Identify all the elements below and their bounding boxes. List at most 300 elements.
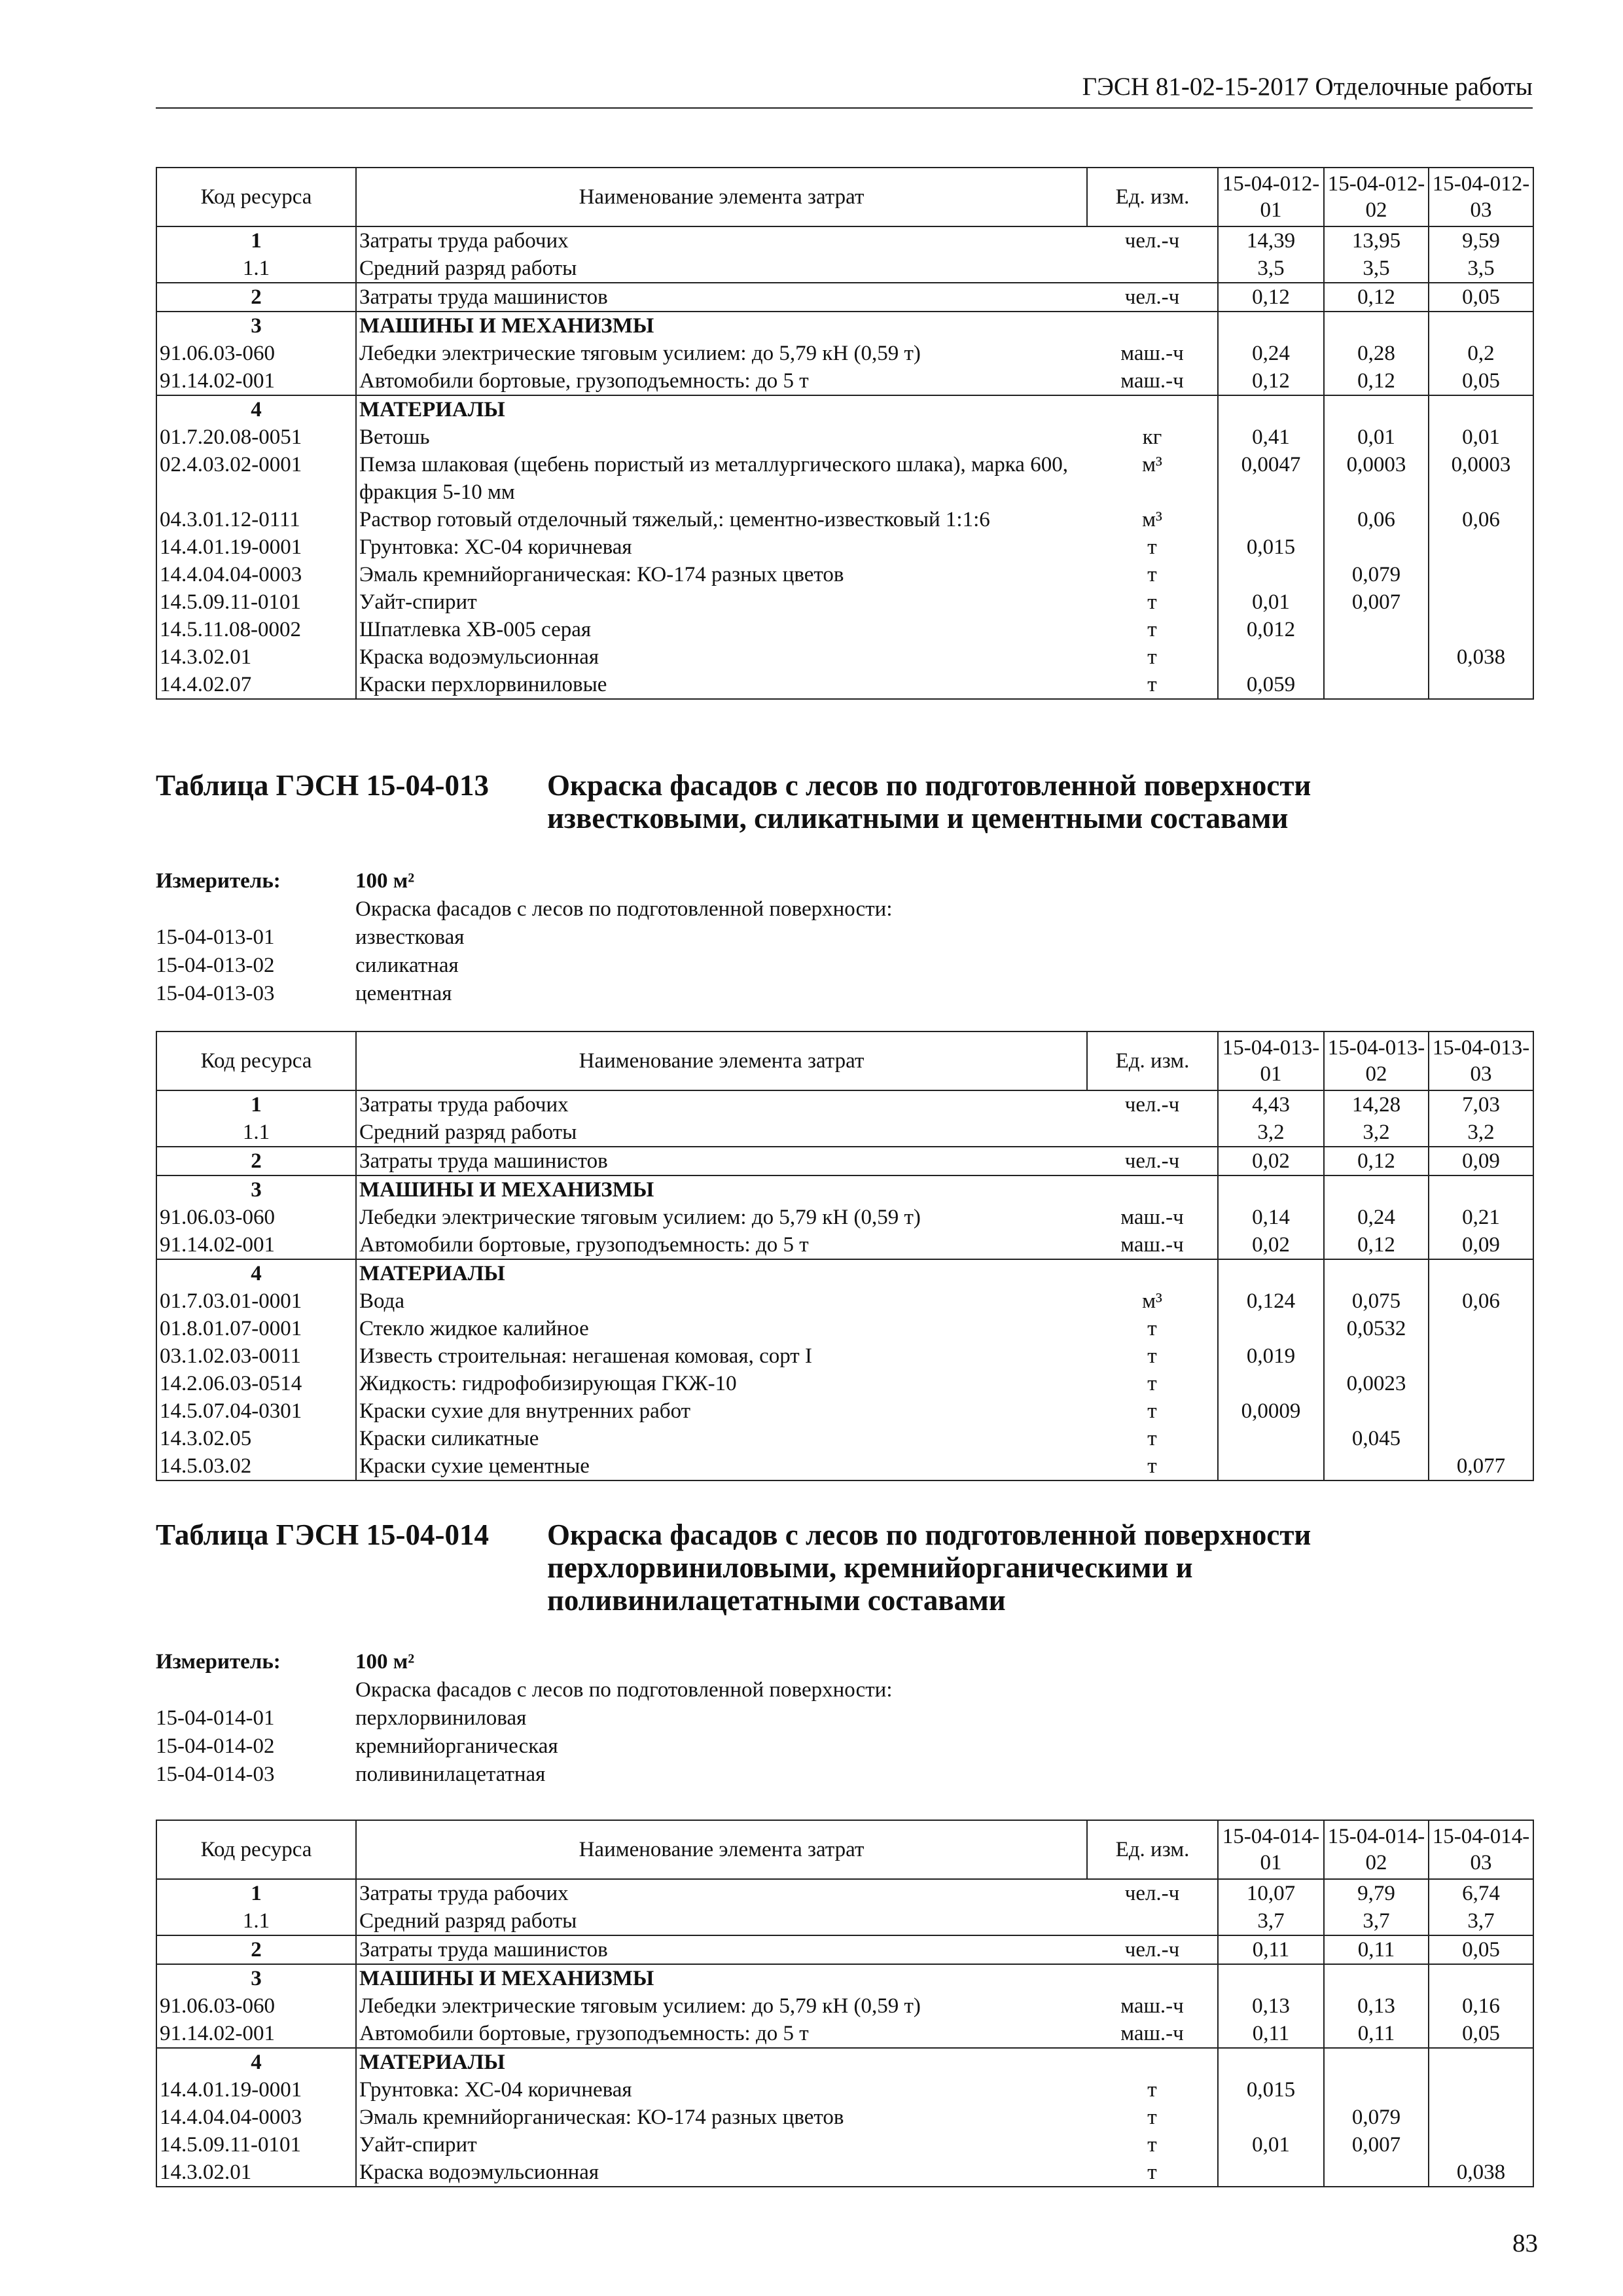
table-row (156, 1287, 1533, 1315)
cell-name: Затраты труда машинистов (356, 283, 1087, 312)
cell-name: Средний разряд работы (356, 1907, 1087, 1935)
cell-value (1324, 671, 1429, 699)
cell-code: 3 (156, 1175, 356, 1204)
variant-text: кремнийорганическая (355, 1734, 558, 1758)
cell-unit: чел.-ч (1087, 226, 1218, 255)
cell-value: 0,01 (1324, 423, 1429, 451)
cell-value: 3,2 (1324, 1119, 1429, 1147)
cell-value (1218, 561, 1324, 588)
cell-value: 3,7 (1218, 1907, 1324, 1935)
cell-value: 3,7 (1429, 1907, 1533, 1935)
cell-value: 0,075 (1324, 1287, 1429, 1315)
cell-value: 0,01 (1218, 588, 1324, 616)
cell-value: 10,07 (1218, 1879, 1324, 1907)
cell-code: 1 (156, 1879, 356, 1907)
cell-name: Известь строительная: негашеная комовая, сорт I (356, 1342, 1087, 1370)
cell-value: 0,01 (1429, 423, 1533, 451)
variant-text: перхлорвиниловая (355, 1706, 527, 1730)
resource-table-012 (156, 167, 1534, 700)
cell-value: 0,0047 (1218, 451, 1324, 506)
meter-label-014: Измеритель: (156, 1650, 281, 1674)
cell-value (1429, 1315, 1533, 1342)
table-row (156, 1370, 1533, 1397)
cell-value (1429, 1964, 1533, 1992)
table-title-013: Окраска фасадов с лесов по подготовленной поверхности известковыми, силикатными и цементными составами (547, 769, 1311, 834)
cell-code: 14.5.09.11-0101 (156, 588, 356, 616)
table-row (156, 1992, 1533, 2020)
cell-name: Краски силикатные (356, 1425, 1087, 1452)
cell-value: 0,02 (1218, 1147, 1324, 1175)
cell-value: 14,39 (1218, 226, 1324, 255)
cell-value (1429, 1370, 1533, 1397)
cell-value (1429, 2076, 1533, 2104)
cell-value: 3,2 (1429, 1119, 1533, 1147)
cell-value: 0,0003 (1429, 451, 1533, 506)
cell-code: 14.5.11.08-0002 (156, 616, 356, 643)
cell-value: 0,015 (1218, 2076, 1324, 2104)
table-row (156, 2020, 1533, 2048)
cell-value: 0,01 (1218, 2131, 1324, 2159)
cell-unit: м³ (1142, 508, 1162, 531)
table-row (156, 533, 1533, 561)
table-row (156, 1342, 1533, 1370)
cell-value: 0,41 (1218, 423, 1324, 451)
table-row (156, 1147, 1533, 1175)
cell-value: 0,24 (1218, 340, 1324, 367)
cell-name: Пемза шлаковая (щебень пористый из металлургического шлака), марка 600, фракция 5-10 мм (356, 451, 1087, 506)
cell-value: 0,06 (1429, 1287, 1533, 1315)
cell-value (1429, 561, 1533, 588)
col-header-norm-1: 15-04-014-01 (1218, 1820, 1324, 1879)
cell-value (1429, 616, 1533, 643)
table-row (156, 226, 1533, 255)
cell-name: Краски сухие цементные (356, 1452, 1087, 1480)
cell-value: 0,11 (1218, 1935, 1324, 1964)
col-header-code: Код ресурса (156, 1820, 356, 1879)
cell-value: 0,12 (1324, 367, 1429, 395)
cell-name: Краски сухие для внутренних работ (356, 1397, 1087, 1425)
cell-value: 0,11 (1324, 2020, 1429, 2048)
col-header-unit: Ед. изм. (1087, 168, 1218, 226)
cell-value: 0,045 (1324, 1425, 1429, 1452)
cell-name: Лебедки электрические тяговым усилием: до 5,79 кН (0,59 т) (356, 340, 1087, 367)
cell-unit (1087, 312, 1218, 340)
cell-name: Средний разряд работы (356, 255, 1087, 283)
col-header-norm-1: 15-04-013-01 (1218, 1031, 1324, 1090)
cell-code: 02.4.03.02-0001 (156, 451, 356, 506)
cell-code: 14.4.01.19-0001 (156, 533, 356, 561)
resource-table-013 (156, 1031, 1534, 1481)
cell-value: 0,11 (1324, 1935, 1429, 1964)
cell-value: 0,079 (1324, 2104, 1429, 2131)
cell-code: 4 (156, 395, 356, 423)
cell-unit (1087, 255, 1218, 283)
cell-unit: т (1147, 590, 1157, 614)
table-row (156, 1397, 1533, 1425)
cell-unit: чел.-ч (1087, 1147, 1218, 1175)
table-row (156, 283, 1533, 312)
cell-value: 0,05 (1429, 2020, 1533, 2048)
variant-code: 15-04-013-02 (156, 954, 275, 977)
cell-value (1324, 616, 1429, 643)
cell-value (1218, 1370, 1324, 1397)
cell-code: 14.4.01.19-0001 (156, 2076, 356, 2104)
cell-value: 0,14 (1218, 1204, 1324, 1231)
cell-name: Краски перхлорвиниловые (356, 671, 1087, 699)
cell-value (1324, 2048, 1429, 2076)
cell-value (1429, 1342, 1533, 1370)
cell-unit: м³ (1142, 453, 1162, 476)
cell-value: 6,74 (1429, 1879, 1533, 1907)
cell-name: Лебедки электрические тяговым усилием: до 5,79 кН (0,59 т) (356, 1992, 1087, 2020)
cell-code: 14.5.09.11-0101 (156, 2131, 356, 2159)
cell-code: 2 (156, 1147, 356, 1175)
cell-value: 0,038 (1429, 2159, 1533, 2187)
cell-unit: т (1147, 1427, 1157, 1450)
table-row (156, 2076, 1533, 2104)
variant-code: 15-04-013-03 (156, 982, 275, 1005)
cell-name: Затраты труда машинистов (356, 1147, 1087, 1175)
cell-code: 1.1 (156, 1907, 356, 1935)
cell-value (1324, 2159, 1429, 2187)
col-header-name: Наименование элемента затрат (356, 1820, 1087, 1879)
table-row (156, 1204, 1533, 1231)
cell-name: Автомобили бортовые, грузоподъемность: до 5 т (356, 1231, 1087, 1259)
cell-value (1324, 1964, 1429, 1992)
cell-name: Средний разряд работы (356, 1119, 1087, 1147)
cell-value: 7,03 (1429, 1090, 1533, 1119)
cell-value: 0,05 (1429, 1935, 1533, 1964)
cell-value: 0,0003 (1324, 451, 1429, 506)
col-header-unit: Ед. изм. (1087, 1031, 1218, 1090)
cell-value (1429, 312, 1533, 340)
meter-value-013: 100 м² (355, 869, 415, 893)
variant-code: 15-04-014-03 (156, 1763, 275, 1786)
cell-value: 4,43 (1218, 1090, 1324, 1119)
cell-value: 0,12 (1324, 283, 1429, 312)
cell-code: 01.7.20.08-0051 (156, 423, 356, 451)
variant-text: силикатная (355, 954, 459, 977)
cell-value (1429, 1425, 1533, 1452)
variant-code: 15-04-013-01 (156, 925, 275, 949)
cell-code: 4 (156, 2048, 356, 2076)
cell-unit: маш.-ч (1120, 2022, 1184, 2045)
cell-value (1429, 533, 1533, 561)
cell-name: Затраты труда рабочих (356, 1090, 1087, 1119)
meter-intro-013: Окраска фасадов с лесов по подготовленной поверхности: (355, 897, 893, 921)
table-row (156, 312, 1533, 340)
cell-unit: т (1147, 563, 1157, 586)
cell-value: 9,79 (1324, 1879, 1429, 1907)
cell-name: Раствор готовый отделочный тяжелый,: цементно-известковый 1:1:6 (356, 506, 1087, 533)
cell-unit (1087, 1907, 1218, 1935)
cell-unit: т (1147, 1372, 1157, 1395)
meter-intro-014: Окраска фасадов с лесов по подготовленной поверхности: (355, 1678, 893, 1702)
cell-value: 0,12 (1218, 283, 1324, 312)
col-header-norm-1: 15-04-012-01 (1218, 168, 1324, 226)
cell-name: МАШИНЫ И МЕХАНИЗМЫ (356, 1175, 1087, 1204)
cell-value: 0,13 (1218, 1992, 1324, 2020)
cell-value: 3,5 (1429, 255, 1533, 283)
cell-value (1324, 1342, 1429, 1370)
cell-value: 0,12 (1324, 1231, 1429, 1259)
cell-value: 0,007 (1324, 588, 1429, 616)
table-row (156, 2131, 1533, 2159)
cell-name: МАТЕРИАЛЫ (356, 2048, 1087, 2076)
meter-label-013: Измеритель: (156, 869, 281, 893)
cell-name: Ветошь (356, 423, 1087, 451)
cell-unit: т (1147, 645, 1157, 669)
table-row (156, 395, 1533, 423)
cell-value: 3,5 (1218, 255, 1324, 283)
cell-unit: чел.-ч (1087, 1090, 1218, 1119)
col-header-norm-2: 15-04-012-02 (1324, 168, 1429, 226)
cell-code: 01.8.01.07-0001 (156, 1315, 356, 1342)
cell-unit: т (1147, 1399, 1157, 1423)
cell-code: 03.1.02.03-0011 (156, 1342, 356, 1370)
cell-name: МАШИНЫ И МЕХАНИЗМЫ (356, 1964, 1087, 1992)
cell-unit: т (1147, 2133, 1157, 2157)
cell-name: Эмаль кремнийорганическая: КО-174 разных цветов (356, 2104, 1087, 2131)
cell-value (1218, 1259, 1324, 1287)
cell-value (1218, 2159, 1324, 2187)
cell-code: 3 (156, 1964, 356, 1992)
cell-value (1218, 1315, 1324, 1342)
cell-name: Стекло жидкое калийное (356, 1315, 1087, 1342)
cell-unit: т (1147, 1317, 1157, 1340)
cell-unit: маш.-ч (1120, 1206, 1184, 1229)
cell-name: МАТЕРИАЛЫ (356, 395, 1087, 423)
cell-value: 0,05 (1429, 367, 1533, 395)
col-header-code: Код ресурса (156, 1031, 356, 1090)
col-header-name: Наименование элемента затрат (356, 168, 1087, 226)
cell-code: 1 (156, 226, 356, 255)
cell-code: 4 (156, 1259, 356, 1287)
cell-code: 91.14.02-001 (156, 2020, 356, 2048)
cell-unit: м³ (1142, 1289, 1162, 1313)
cell-value: 0,124 (1218, 1287, 1324, 1315)
cell-value (1324, 1452, 1429, 1480)
cell-value: 0,05 (1429, 283, 1533, 312)
cell-value (1324, 1259, 1429, 1287)
cell-unit: чел.-ч (1087, 1935, 1218, 1964)
cell-value: 0,12 (1218, 367, 1324, 395)
table-row (156, 1231, 1533, 1259)
cell-value: 0,02 (1218, 1231, 1324, 1259)
cell-value (1429, 1397, 1533, 1425)
table-label-014: Таблица ГЭСН 15-04-014 (156, 1518, 489, 1551)
cell-value: 9,59 (1429, 226, 1533, 255)
cell-value: 0,059 (1218, 671, 1324, 699)
table-row (156, 1452, 1533, 1480)
cell-code: 3 (156, 312, 356, 340)
cell-code: 14.5.07.04-0301 (156, 1397, 356, 1425)
cell-code: 91.06.03-060 (156, 1992, 356, 2020)
table-row (156, 1175, 1533, 1204)
cell-name: Шпатлевка ХВ-005 серая (356, 616, 1087, 643)
cell-value (1218, 1175, 1324, 1204)
cell-value: 0,06 (1429, 506, 1533, 533)
cell-value (1218, 312, 1324, 340)
cell-value (1324, 533, 1429, 561)
cell-code: 14.2.06.03-0514 (156, 1370, 356, 1397)
cell-value (1429, 1259, 1533, 1287)
col-header-unit: Ед. изм. (1087, 1820, 1218, 1879)
table-row (156, 367, 1533, 395)
cell-value (1218, 506, 1324, 533)
cell-value: 13,95 (1324, 226, 1429, 255)
cell-name: Автомобили бортовые, грузоподъемность: до 5 т (356, 2020, 1087, 2048)
table-row (156, 423, 1533, 451)
cell-code: 14.3.02.01 (156, 643, 356, 671)
cell-value (1429, 671, 1533, 699)
running-header: ГЭСН 81-02-15-2017 Отделочные работы (1082, 73, 1533, 101)
cell-value (1218, 2048, 1324, 2076)
col-header-norm-3: 15-04-012-03 (1429, 168, 1533, 226)
cell-value: 0,015 (1218, 533, 1324, 561)
table-row (156, 671, 1533, 699)
cell-unit (1087, 1964, 1218, 1992)
cell-code: 14.3.02.01 (156, 2159, 356, 2187)
table-row (156, 1315, 1533, 1342)
cell-code: 91.06.03-060 (156, 340, 356, 367)
cell-value: 0,24 (1324, 1204, 1429, 1231)
cell-value: 0,11 (1218, 2020, 1324, 2048)
variant-text: известковая (355, 925, 465, 949)
cell-value (1218, 1452, 1324, 1480)
cell-unit (1087, 1175, 1218, 1204)
cell-value (1324, 643, 1429, 671)
page-number: 83 (1512, 2229, 1538, 2257)
table-row (156, 1879, 1533, 1907)
table-row (156, 1259, 1533, 1287)
table-row (156, 451, 1533, 506)
table-row (156, 1090, 1533, 1119)
cell-value: 0,0532 (1324, 1315, 1429, 1342)
cell-value: 3,7 (1324, 1907, 1429, 1935)
cell-name: Лебедки электрические тяговым усилием: до 5,79 кН (0,59 т) (356, 1204, 1087, 1231)
cell-value: 0,06 (1324, 506, 1429, 533)
cell-code: 14.5.03.02 (156, 1452, 356, 1480)
cell-name: Затраты труда машинистов (356, 1935, 1087, 1964)
cell-name: Грунтовка: ХС-04 коричневая (356, 2076, 1087, 2104)
cell-code: 14.4.02.07 (156, 671, 356, 699)
cell-value (1324, 2076, 1429, 2104)
cell-value (1429, 395, 1533, 423)
col-header-norm-3: 15-04-014-03 (1429, 1820, 1533, 1879)
cell-unit: чел.-ч (1087, 283, 1218, 312)
cell-value: 0,12 (1324, 1147, 1429, 1175)
cell-unit: кг (1142, 425, 1162, 449)
cell-name: Грунтовка: ХС-04 коричневая (356, 533, 1087, 561)
table-row (156, 2048, 1533, 2076)
table-row (156, 2104, 1533, 2131)
cell-name: Эмаль кремнийорганическая: КО-174 разных цветов (356, 561, 1087, 588)
table-row (156, 1907, 1533, 1935)
cell-value: 0,2 (1429, 340, 1533, 367)
cell-value (1324, 312, 1429, 340)
cell-value (1429, 588, 1533, 616)
cell-code: 91.14.02-001 (156, 367, 356, 395)
cell-name: Автомобили бортовые, грузоподъемность: до 5 т (356, 367, 1087, 395)
col-header-norm-2: 15-04-013-02 (1324, 1031, 1429, 1090)
cell-value: 0,019 (1218, 1342, 1324, 1370)
col-header-code: Код ресурса (156, 168, 356, 226)
cell-name: МАШИНЫ И МЕХАНИЗМЫ (356, 312, 1087, 340)
cell-unit (1087, 1119, 1218, 1147)
cell-unit: т (1147, 2106, 1157, 2129)
cell-code: 2 (156, 1935, 356, 1964)
cell-unit: маш.-ч (1120, 342, 1184, 365)
cell-value: 3,5 (1324, 255, 1429, 283)
cell-code: 04.3.01.12-0111 (156, 506, 356, 533)
col-header-name: Наименование элемента затрат (356, 1031, 1087, 1090)
cell-code: 14.3.02.05 (156, 1425, 356, 1452)
cell-name: Уайт-спирит (356, 588, 1087, 616)
cell-code: 1.1 (156, 1119, 356, 1147)
meter-value-014: 100 м² (355, 1650, 415, 1674)
cell-value: 0,012 (1218, 616, 1324, 643)
cell-unit: маш.-ч (1120, 1994, 1184, 2018)
cell-value: 0,007 (1324, 2131, 1429, 2159)
cell-unit (1087, 395, 1218, 423)
cell-unit: т (1147, 1344, 1157, 1368)
cell-unit: т (1087, 2159, 1218, 2187)
resource-table-014 (156, 1820, 1534, 2187)
table-row (156, 506, 1533, 533)
cell-value: 0,0009 (1218, 1397, 1324, 1425)
cell-value (1324, 1175, 1429, 1204)
cell-unit: маш.-ч (1120, 1233, 1184, 1257)
cell-value (1429, 2104, 1533, 2131)
cell-value: 3,2 (1218, 1119, 1324, 1147)
cell-name: Затраты труда рабочих (356, 1879, 1087, 1907)
cell-code: 01.7.03.01-0001 (156, 1287, 356, 1315)
cell-value: 0,038 (1429, 643, 1533, 671)
cell-value (1429, 2048, 1533, 2076)
cell-value (1324, 1397, 1429, 1425)
table-title-014: Окраска фасадов с лесов по подготовленной поверхности перхлорвиниловыми, кремнийорганическими и поливинилацетатными составами (547, 1518, 1311, 1617)
cell-code: 91.14.02-001 (156, 1231, 356, 1259)
table-label-013: Таблица ГЭСН 15-04-013 (156, 769, 489, 802)
cell-value: 14,28 (1324, 1090, 1429, 1119)
table-row (156, 561, 1533, 588)
cell-unit (1087, 2048, 1218, 2076)
variant-code: 15-04-014-02 (156, 1734, 275, 1758)
cell-unit (1087, 1259, 1218, 1287)
cell-value (1218, 1964, 1324, 1992)
table-row (156, 588, 1533, 616)
cell-value (1218, 643, 1324, 671)
cell-unit: чел.-ч (1087, 1879, 1218, 1907)
cell-value (1429, 1175, 1533, 1204)
cell-name: Краска водоэмульсионная (356, 2159, 1087, 2187)
cell-value (1429, 2131, 1533, 2159)
cell-unit: маш.-ч (1120, 369, 1184, 393)
cell-code: 91.06.03-060 (156, 1204, 356, 1231)
variant-code: 15-04-014-01 (156, 1706, 275, 1730)
cell-value: 0,077 (1429, 1452, 1533, 1480)
cell-name: Затраты труда рабочих (356, 226, 1087, 255)
cell-code: 1 (156, 1090, 356, 1119)
col-header-norm-2: 15-04-014-02 (1324, 1820, 1429, 1879)
cell-value (1218, 395, 1324, 423)
cell-value (1218, 1425, 1324, 1452)
table-row (156, 643, 1533, 671)
cell-name: Уайт-спирит (356, 2131, 1087, 2159)
cell-unit: т (1147, 2078, 1157, 2102)
table-row (156, 1119, 1533, 1147)
